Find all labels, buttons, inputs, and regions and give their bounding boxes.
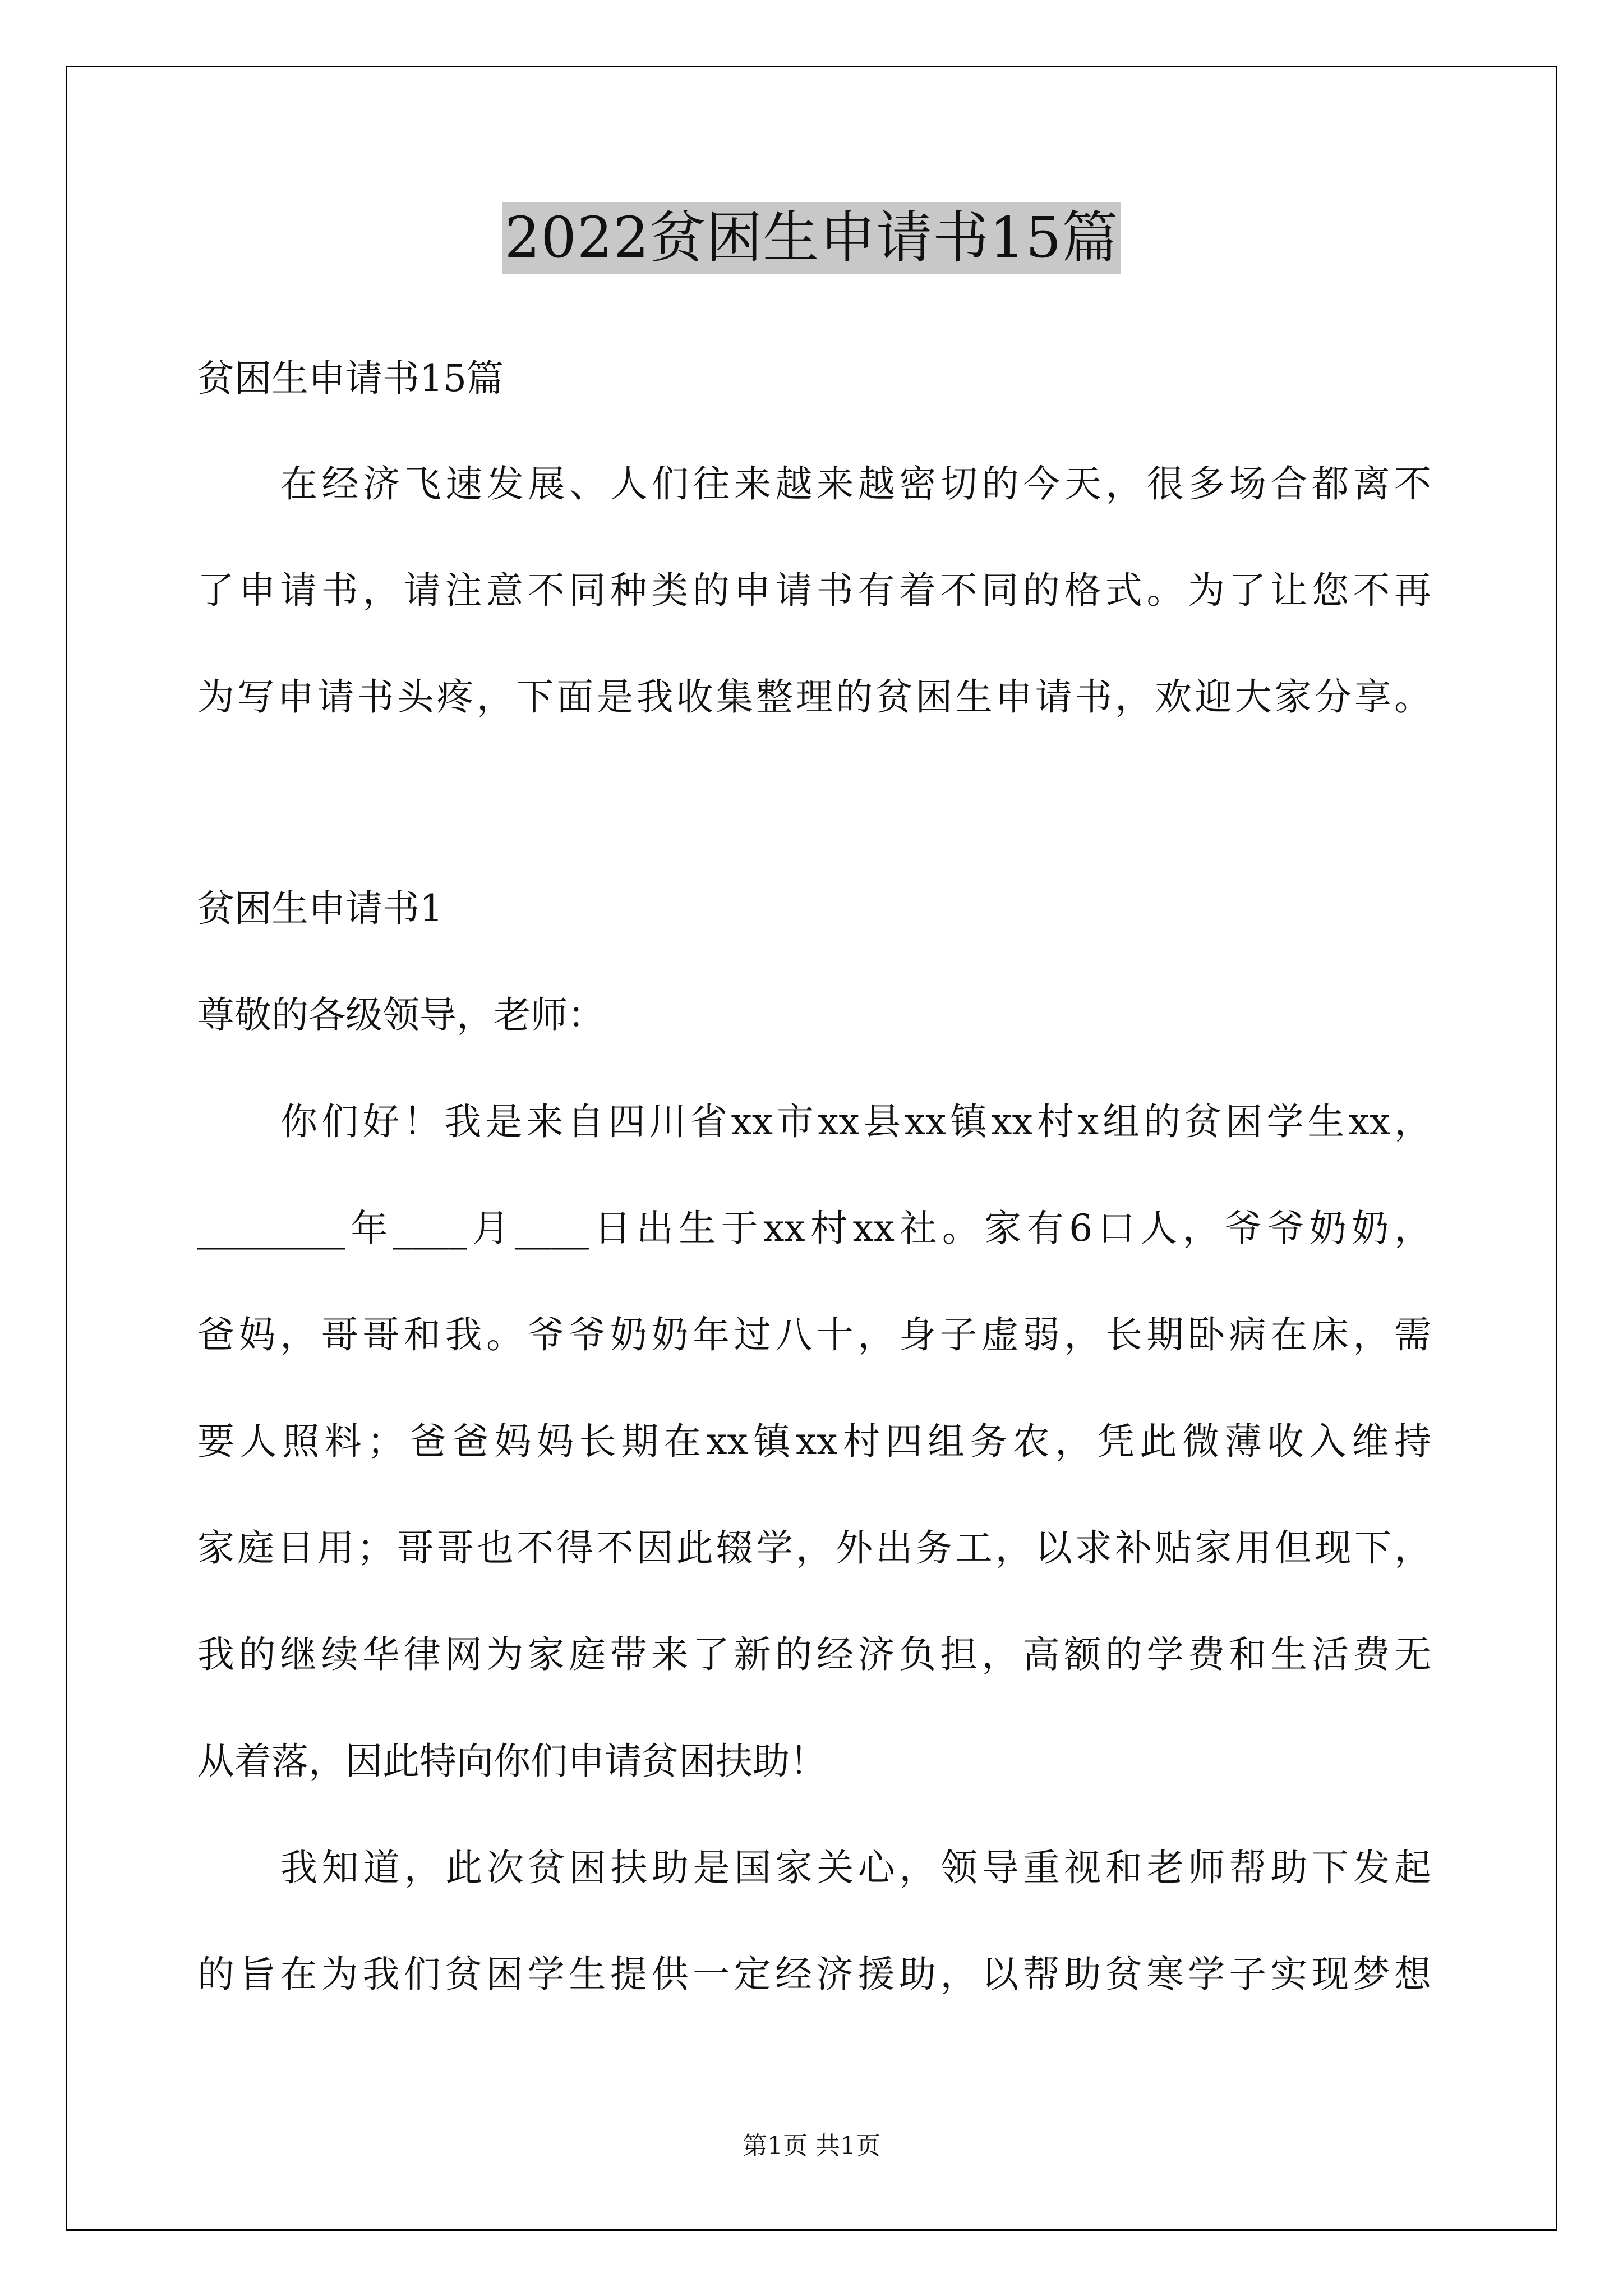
paragraph-line: 的旨在为我们贫困学生提供一定经济援助，以帮助贫寒学子实现梦想 <box>197 1953 1431 1996</box>
paragraph-line: 我知道，此次贫困扶助是国家关心，领导重视和老师帮助下发起 <box>280 1846 1431 1889</box>
intro-line: 为写申请书头疼，下面是我收集整理的贫困生申请书，欢迎大家分享。 <box>197 675 1431 719</box>
intro-line: 了申请书，请注意不同种类的申请书有着不同的格式。为了让您不再 <box>197 569 1431 612</box>
paragraph-line: ________年____月____日出生于xx村xx社。家有6口人，爷爷奶奶， <box>197 1207 1431 1250</box>
paragraph-line: 我的继续华律网为家庭带来了新的经济负担，高额的学费和生活费无 <box>197 1633 1431 1676</box>
paragraph-line: 从着落，因此特向你们申请贫困扶助！ <box>197 1740 827 1783</box>
paragraph-line: 家庭日用；哥哥也不得不因此辍学，外出务工，以求补贴家用但现下， <box>197 1526 1431 1570</box>
paragraph-line: 要人照料；爸爸妈妈长期在xx镇xx村四组务农，凭此微薄收入维持 <box>197 1420 1431 1463</box>
paragraph-line: 爸妈，哥哥和我。爷爷奶奶年过八十，身子虚弱，长期卧病在床，需 <box>197 1313 1431 1356</box>
section-heading: 贫困生申请书1 <box>197 887 443 930</box>
document-subtitle: 贫困生申请书15篇 <box>197 357 504 400</box>
intro-line: 在经济飞速发展、人们往来越来越密切的今天，很多场合都离不 <box>280 462 1431 505</box>
salutation: 尊敬的各级领导，老师： <box>197 993 605 1037</box>
page-footer: 第1页 共1页 <box>743 2132 880 2160</box>
document-title: 2022贫困生申请书15篇 <box>502 202 1121 274</box>
paragraph-line: 你们好！我是来自四川省xx市xx县xx镇xx村x组的贫困学生xx， <box>280 1100 1431 1143</box>
